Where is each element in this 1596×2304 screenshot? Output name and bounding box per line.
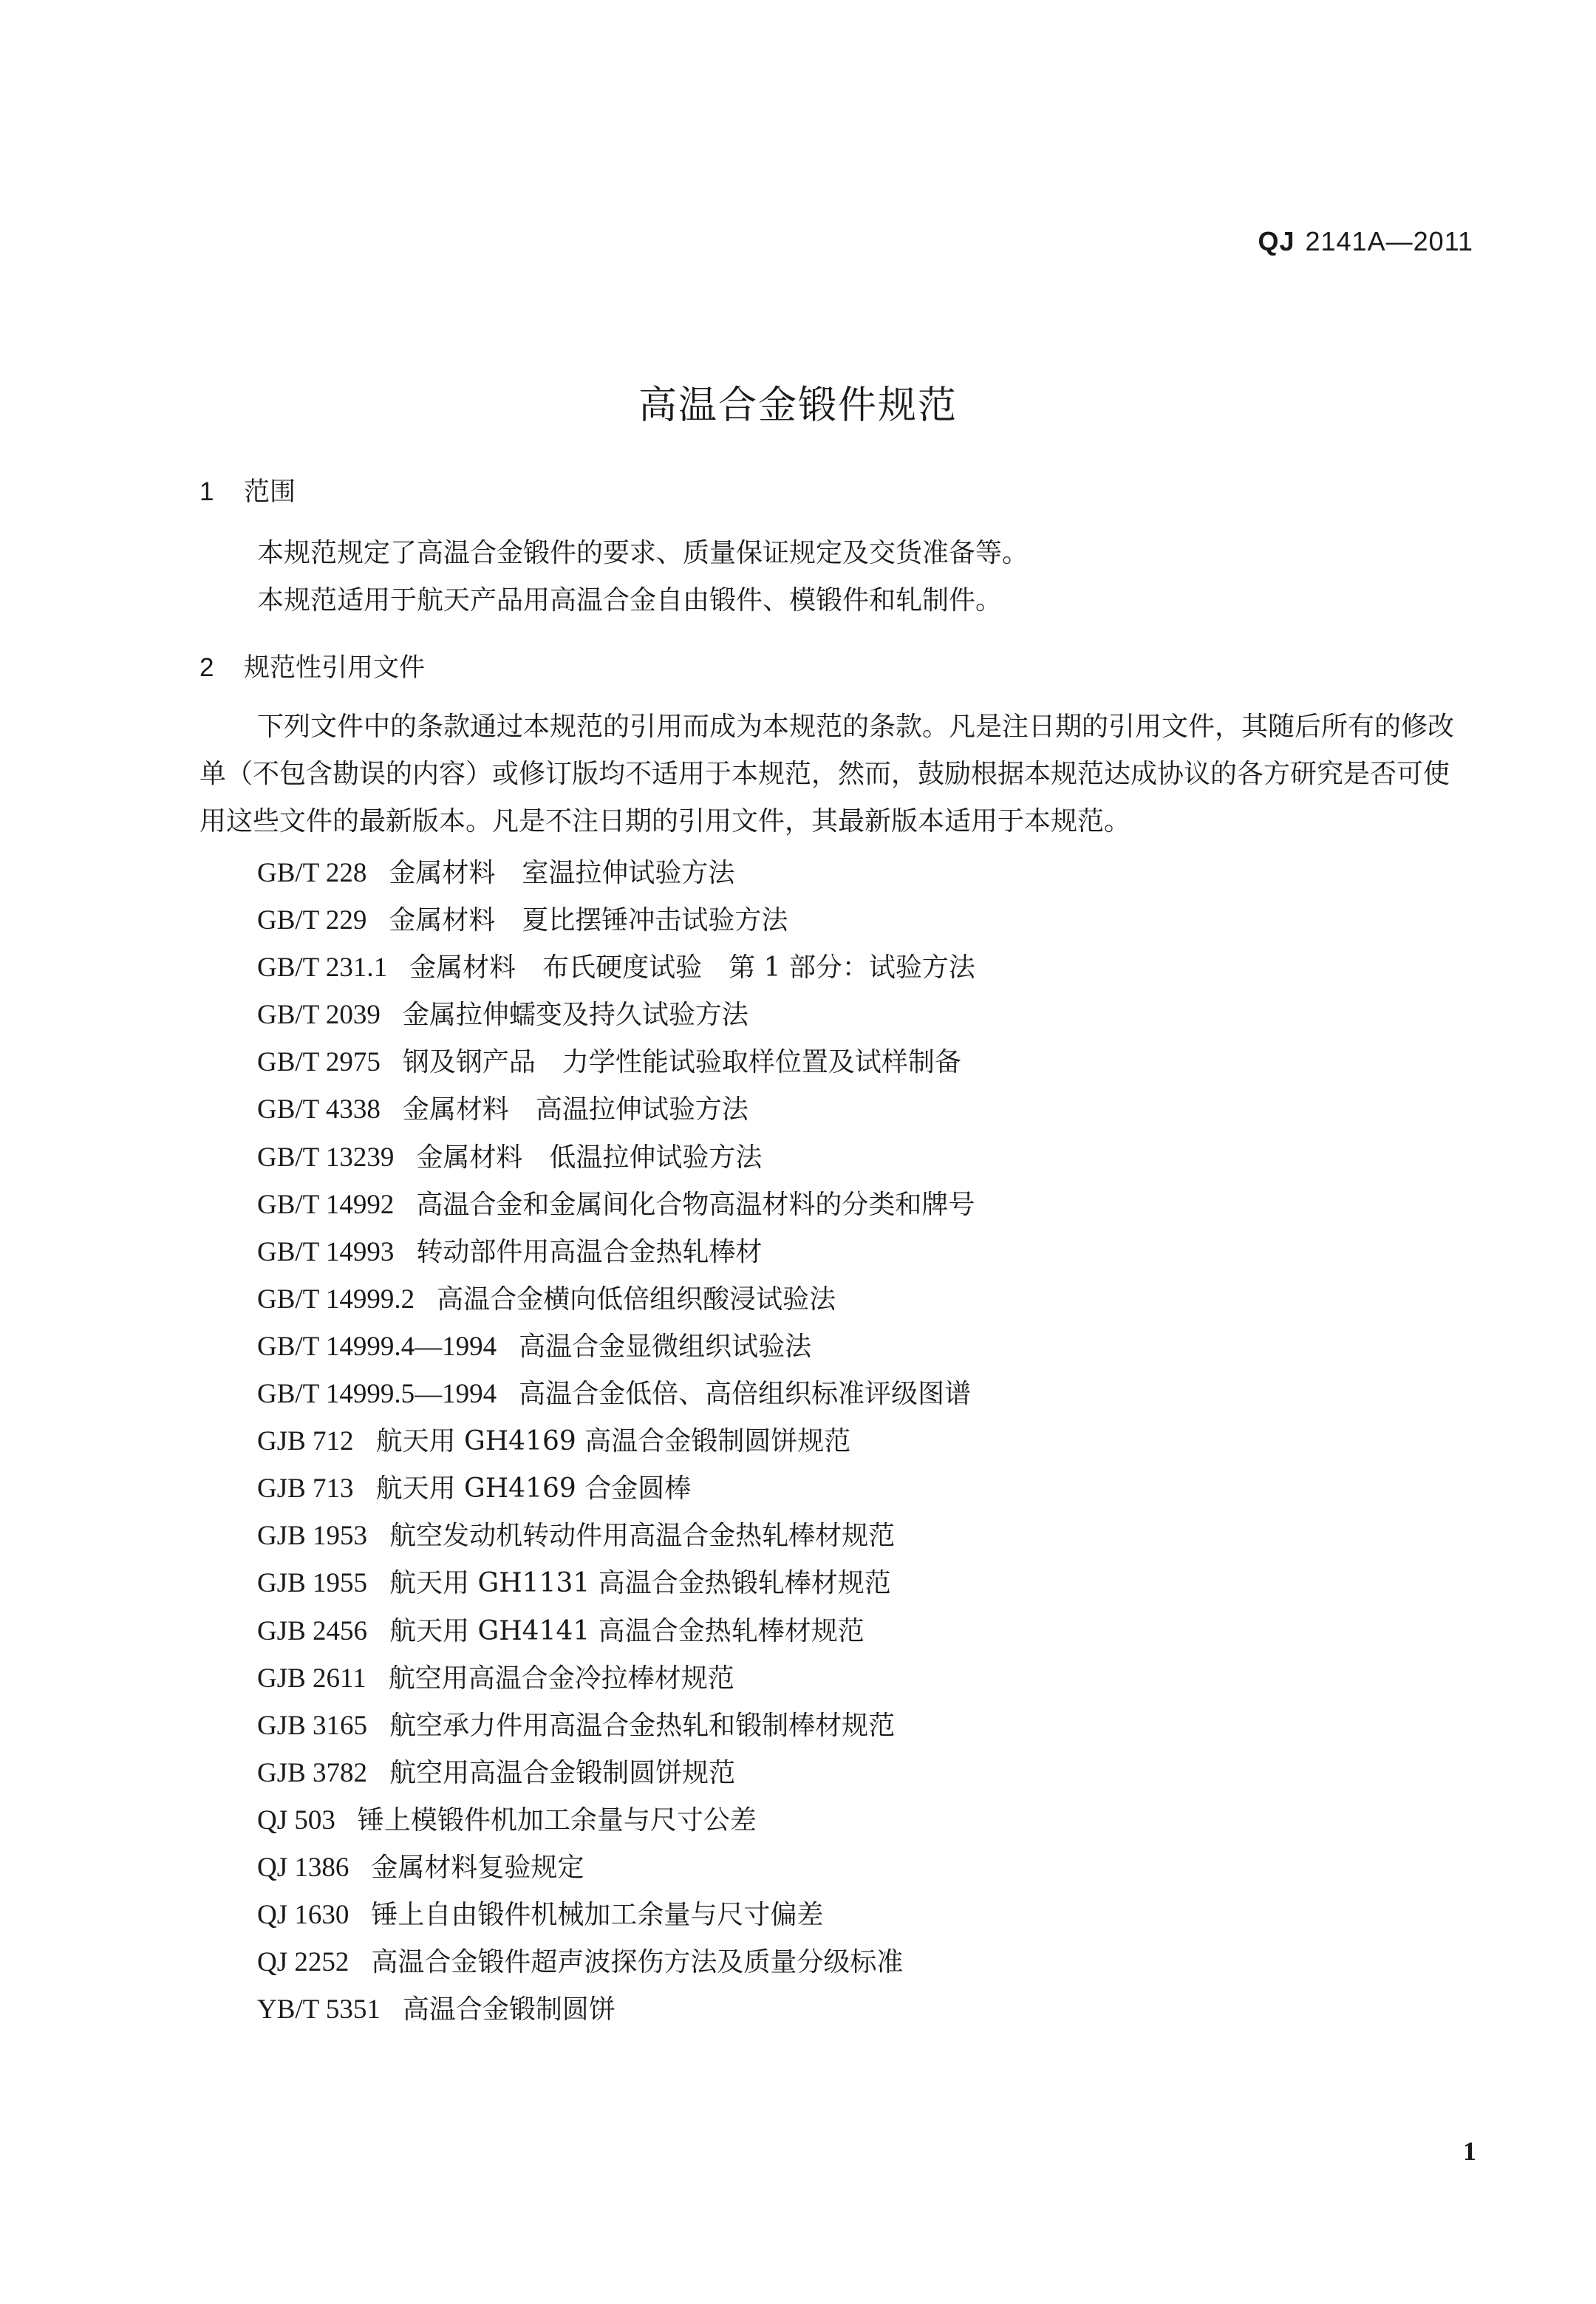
reference-title: 锤上模锻件机加工余量与尺寸公差 [357,1804,757,1836]
reference-title: 高温合金横向低倍组织酸浸试验法 [437,1284,836,1315]
reference-title: 高温合金锻件超声波探伤方法及质量分级标准 [371,1947,904,1978]
reference-title: 航天用 GH4169 高温合金锻制圆饼规范 [375,1426,851,1457]
section-2-title: 规范性引用文件 [244,653,426,683]
normative-references-list [257,850,975,2034]
reference-title: 高温合金低倍、高倍组织标准评级图谱 [519,1379,972,1410]
reference-title: 高温合金显微组织试验法 [519,1331,812,1362]
reference-item [257,944,975,992]
reference-item [257,1939,975,1986]
reference-code: GJB 1955 [257,1568,368,1599]
reference-title: 金属材料 高温拉伸试验方法 [402,1094,748,1125]
document-code [1258,226,1473,257]
reference-code: GB/T 13239 [257,1142,395,1173]
section-1-paragraph-2: 本规范适用于航天产品用高温合金自由锻件、模锻件和轧制件。 [257,585,1003,616]
reference-title: 金属拉伸蠕变及持久试验方法 [402,1000,748,1031]
reference-code: GJB 3782 [257,1757,368,1788]
reference-title: 航天用 GH4169 合金圆棒 [375,1473,692,1504]
reference-code: GB/T 14999.5—1994 [257,1379,497,1410]
reference-item [257,1465,975,1513]
reference-code: GJB 713 [257,1473,354,1504]
reference-item [257,1134,975,1182]
reference-item [257,1608,975,1655]
section-1-title: 范围 [244,477,296,507]
reference-item [257,1229,975,1276]
document-code-prefix: QJ [1258,226,1295,256]
section-2-number: 2 [200,653,214,682]
reference-title: 金属材料 室温拉伸试验方法 [389,858,735,888]
section-1-paragraph-1: 本规范规定了高温合金锻件的要求、质量保证规定及交货准备等。 [257,538,1029,568]
page-number: 1 [1463,2136,1476,2166]
reference-item [257,1986,975,2034]
reference-title: 航空承力件用高温合金热轧和锻制棒材规范 [389,1710,896,1741]
reference-item [257,992,975,1039]
reference-code: GJB 712 [257,1426,354,1457]
reference-code: GB/T 14993 [257,1236,395,1267]
reference-item [257,897,975,944]
reference-item [257,1513,975,1560]
reference-title: 高温合金和金属间化合物高温材料的分类和牌号 [416,1189,975,1220]
reference-item [257,1418,975,1465]
reference-title: 航天用 GH1131 高温合金热锻轧棒材规范 [389,1568,891,1599]
reference-code: GB/T 14999.2 [257,1284,415,1315]
reference-title: 航天用 GH4141 高温合金热轧棒材规范 [389,1615,864,1646]
reference-code: GJB 3165 [257,1710,368,1741]
reference-item [257,1703,975,1750]
section-2-intro-paragraph: 下列文件中的条款通过本规范的引用而成为本规范的条款。凡是注日期的引用文件，其随后所有的修改单（不包含勘误的内容）或修订版均不适用于本规范，然而，鼓励根据本规范达成协议的各方研究是否可使用这些文件的最新版本。凡是不注日期的引用文件，其最新版本适用于本规范。 [200,712,1455,836]
reference-code: GJB 2456 [257,1615,368,1646]
reference-code: GB/T 4338 [257,1094,381,1125]
reference-item [257,1182,975,1229]
reference-code: GB/T 229 [257,905,367,936]
reference-code: YB/T 5351 [257,1994,381,2025]
document-title: 高温合金锻件规范 [638,384,958,428]
reference-title: 航空用高温合金冷拉棒材规范 [388,1663,734,1694]
reference-code: GJB 1953 [257,1521,368,1552]
reference-item [257,1323,975,1371]
reference-code: GB/T 2975 [257,1047,381,1078]
reference-title: 金属材料复验规定 [371,1852,584,1883]
reference-item [257,1039,975,1086]
reference-code: GB/T 14992 [257,1189,395,1220]
reference-code: GB/T 231.1 [257,952,388,984]
reference-title: 金属材料 低温拉伸试验方法 [416,1142,763,1173]
section-1-heading [200,471,296,508]
reference-item [257,1560,975,1607]
reference-code: GB/T 14999.4—1994 [257,1331,497,1362]
reference-item [257,1844,975,1892]
reference-code: QJ 1386 [257,1852,349,1883]
reference-title: 锤上自由锻件机械加工余量与尺寸偏差 [371,1900,824,1931]
reference-code: GJB 2611 [257,1663,366,1694]
reference-title: 航空发动机转动件用高温合金热轧棒材规范 [389,1521,896,1552]
reference-item [257,1276,975,1323]
section-2-heading [200,647,425,684]
section-1-number: 1 [200,477,214,506]
reference-item [257,850,975,897]
reference-title: 高温合金锻制圆饼 [402,1994,615,2025]
reference-title: 航空用高温合金锻制圆饼规范 [389,1757,736,1788]
reference-item [257,1892,975,1939]
reference-title: 转动部件用高温合金热轧棒材 [416,1236,763,1267]
reference-title: 金属材料 夏比摆锤冲击试验方法 [389,905,788,936]
reference-item [257,1750,975,1797]
reference-item [257,1371,975,1418]
reference-item [257,1797,975,1844]
reference-item [257,1655,975,1703]
reference-code: GB/T 2039 [257,1000,381,1031]
reference-title: 钢及钢产品 力学性能试验取样位置及试样制备 [402,1047,961,1078]
reference-code: QJ 1630 [257,1900,349,1931]
reference-code: QJ 2252 [257,1947,349,1978]
document-code-number: 2141A—2011 [1305,226,1473,256]
reference-title: 金属材料 布氏硬度试验 第 1 部分：试验方法 [409,952,975,984]
reference-item [257,1086,975,1134]
reference-code: GB/T 228 [257,858,367,888]
reference-code: QJ 503 [257,1804,335,1836]
